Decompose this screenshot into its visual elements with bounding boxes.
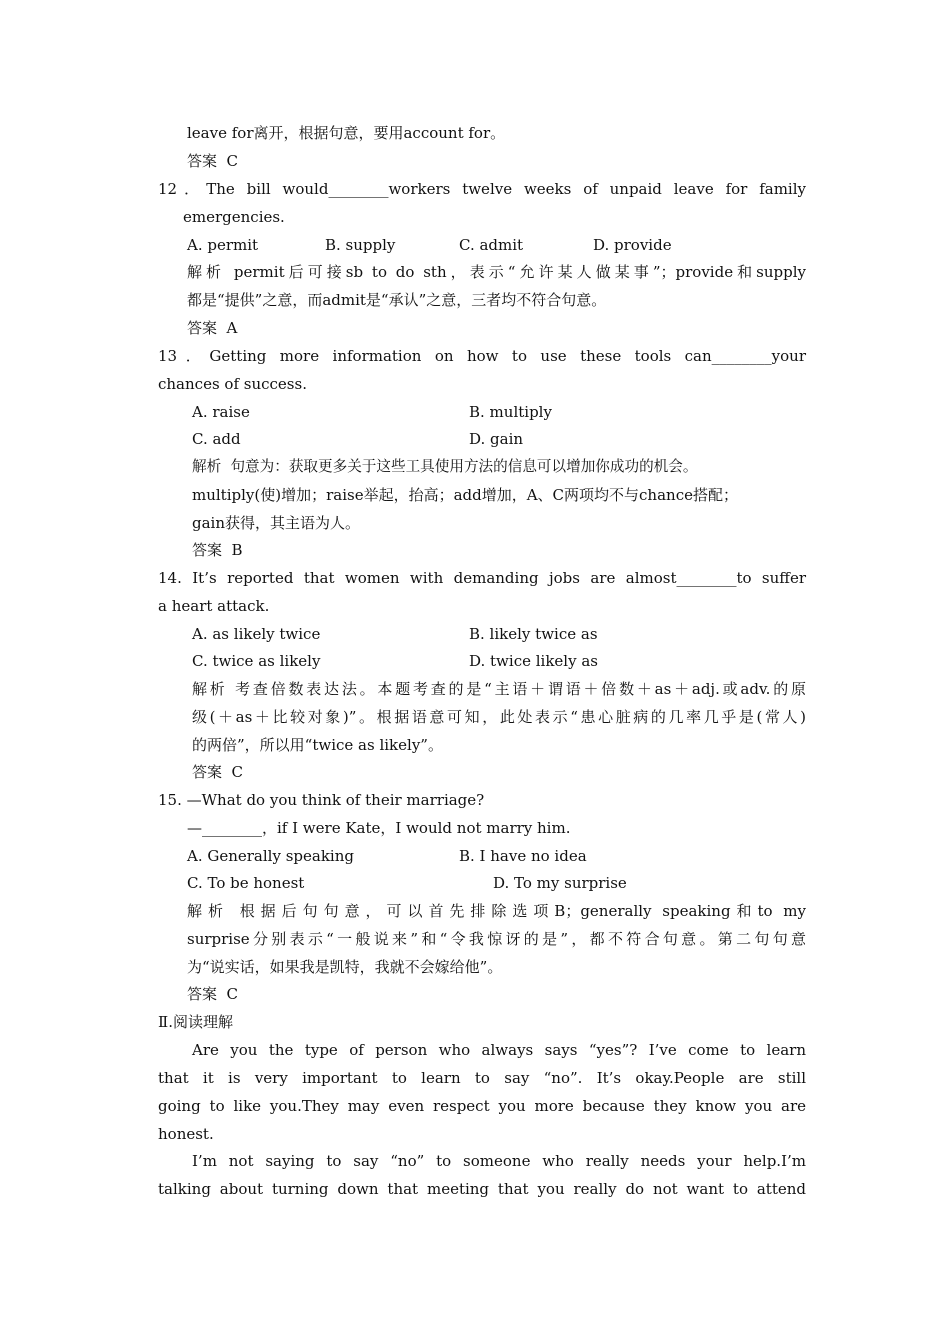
- explanation-line: surprise分别表示“一般说来”和“令我惊讶的是”，都不符合句意。第二句句意: [187, 930, 806, 948]
- question-15-reply: —________，if I were Kate，I would not marry him.: [187, 819, 571, 837]
- option-b: B. supply: [325, 236, 396, 254]
- section-heading: Ⅱ.阅读理解: [158, 1013, 233, 1031]
- answer-line: 答案 C: [187, 985, 239, 1003]
- option-b: B. multiply: [469, 403, 552, 421]
- explanation-line: 解析 permit后可接sb to do sth，表示“允许某人做某事”；provide和supply: [187, 263, 806, 281]
- answer-line: 答案 B: [192, 541, 243, 559]
- passage-line: that it is very important to learn to say “no”. It’s okay.People are still: [158, 1069, 806, 1087]
- explanation-line: multiply(使)增加；raise举起，抬高；add增加，A、C两项均不与chance搭配；: [192, 486, 738, 504]
- explanation-line: 解析 根据后句句意，可以首先排除选项B；generally speaking和to my: [187, 902, 806, 920]
- explanation-line: 解析 考查倍数表达法。本题考查的是“主语＋谓语＋倍数＋as＋adj.或adv.的原: [192, 680, 806, 698]
- explanation-line: 为“说实话，如果我是凯特，我就不会嫁给他”。: [187, 958, 503, 976]
- explanation-line: 级(＋as＋比较对象)”。根据语意可知，此处表示“患心脏病的几率几乎是(常人): [192, 708, 806, 726]
- option-a: A. as likely twice: [192, 625, 321, 643]
- passage-line: going to like you.They may even respect you more because they know you are: [158, 1097, 806, 1115]
- option-d: D. provide: [593, 236, 672, 254]
- option-d: D. gain: [469, 430, 524, 448]
- explanation-line: 都是“提供”之意，而admit是“承认”之意，三者均不符合句意。: [187, 291, 607, 309]
- option-c: C. twice as likely: [192, 652, 321, 670]
- explanation-line: 解析 句意为：获取更多关于这些工具使用方法的信息可以增加你成功的机会。: [192, 458, 698, 475]
- explanation-line: leave for离开，根据句意，要用account for。: [187, 124, 506, 142]
- option-c: C. To be honest: [187, 874, 305, 892]
- answer-line: 答案 C: [187, 152, 239, 170]
- passage-line: Are you the type of person who always says “yes”? I’ve come to learn: [192, 1041, 806, 1059]
- option-d: D. To my surprise: [493, 874, 627, 892]
- passage-line: talking about turning down that meeting that you really do not want to attend: [158, 1180, 806, 1198]
- option-c: C. admit: [459, 236, 524, 254]
- option-b: B. likely twice as: [469, 625, 598, 643]
- question-14: 14. It’s reported that women with demanding jobs are almost________to suffer: [158, 569, 806, 587]
- answer-line: 答案 A: [187, 319, 238, 337]
- question-14-cont: a heart attack.: [158, 597, 270, 615]
- passage-line: I’m not saying to say “no” to someone who really needs your help.I’m: [192, 1152, 806, 1170]
- question-13-cont: chances of success.: [158, 375, 307, 393]
- option-b: B. I have no idea: [459, 847, 587, 865]
- question-12: 12．The bill would________workers twelve weeks of unpaid leave for family: [158, 180, 806, 198]
- explanation-line: gain获得，其主语为人。: [192, 514, 361, 532]
- answer-line: 答案 C: [192, 763, 244, 781]
- question-12-cont: emergencies.: [183, 208, 285, 226]
- explanation-line: 的两倍”，所以用“twice as likely”。: [192, 736, 443, 754]
- option-c: C. add: [192, 430, 241, 448]
- option-d: D. twice likely as: [469, 652, 598, 670]
- option-a: A. raise: [192, 403, 250, 421]
- passage-line: honest.: [158, 1125, 214, 1143]
- question-13: 13．Getting more information on how to use these tools can________your: [158, 347, 806, 365]
- option-a: A. permit: [187, 236, 259, 254]
- option-a: A. Generally speaking: [187, 847, 354, 865]
- question-15: 15. —What do you think of their marriage?: [158, 791, 485, 809]
